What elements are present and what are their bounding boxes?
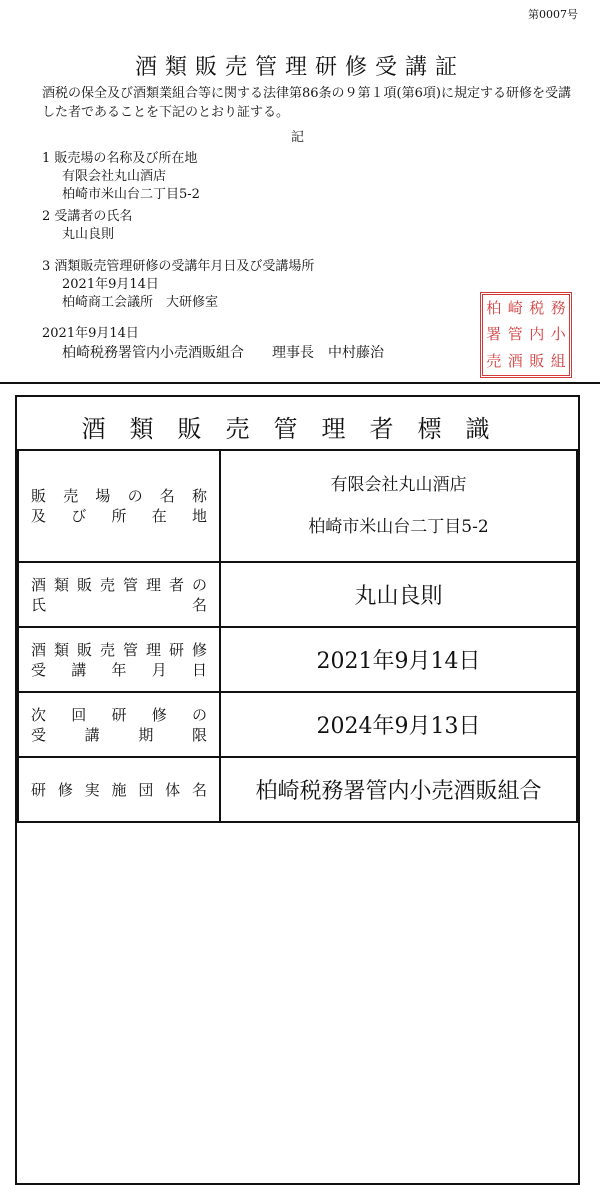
row-value: 丸山良則 bbox=[220, 562, 577, 627]
item-line: 柏崎市米山台二丁目5-2 bbox=[62, 187, 200, 202]
seal-char: 務 bbox=[550, 298, 566, 317]
sign-frame bbox=[15, 395, 580, 1185]
label-line: 研修実施団体名 bbox=[31, 780, 207, 799]
item-heading: 3 酒類販売管理研修の受講年月日及び受講場所 bbox=[42, 259, 315, 274]
label-line: 受講年月日 bbox=[31, 660, 207, 679]
row-label bbox=[18, 757, 220, 822]
value-line: 柏崎市米山台二丁目5-2 bbox=[308, 517, 489, 537]
seal-char: 税 bbox=[529, 298, 545, 317]
issue-date: 2021年9月14日 bbox=[42, 326, 139, 341]
label-line: 及び所在地 bbox=[31, 507, 207, 525]
label-line: 受講期限 bbox=[31, 725, 207, 744]
certificate-ki: 記 bbox=[291, 130, 305, 145]
certificate-intro: 酒税の保全及び酒類業組合等に関する法律第86条の９第１項(第6項)に規定する研修を受講した者であることを下記のとおり証する。 bbox=[42, 86, 571, 120]
table-row bbox=[18, 627, 577, 692]
row-label bbox=[18, 562, 220, 627]
row-label bbox=[18, 692, 220, 757]
seal-char: 売 bbox=[486, 352, 502, 371]
certificate-title: 酒類販売管理研修受講証 bbox=[134, 55, 465, 80]
table-row bbox=[18, 562, 577, 627]
item-3 bbox=[42, 258, 314, 312]
table-row bbox=[18, 450, 577, 562]
sign-table bbox=[17, 449, 578, 823]
seal-char: 組 bbox=[550, 352, 566, 371]
row-label bbox=[18, 450, 220, 562]
label-line: 次回研修の bbox=[31, 705, 207, 724]
issuer: 柏崎税務署管内小売酒販組合 理事長 中村藤治 bbox=[62, 345, 384, 361]
row-value: 柏崎税務署管内小売酒販組合 bbox=[220, 757, 577, 822]
table-row bbox=[18, 692, 577, 757]
table-row bbox=[18, 757, 577, 822]
row-value bbox=[220, 450, 577, 562]
item-2 bbox=[42, 208, 132, 244]
item-heading: 2 受講者の氏名 bbox=[42, 209, 133, 224]
seal-char: 管 bbox=[507, 325, 523, 344]
seal-char: 酒 bbox=[507, 352, 523, 371]
item-line: 2021年9月14日 bbox=[62, 277, 159, 292]
seal-char: 内 bbox=[529, 325, 545, 344]
sign-title: 酒類販売管理者標識 bbox=[81, 415, 514, 443]
item-heading: 1 販売場の名称及び所在地 bbox=[42, 151, 198, 166]
seal-char: 柏 bbox=[486, 298, 502, 317]
label-line: 酒類販売管理研修 bbox=[31, 640, 207, 659]
seal-char: 小 bbox=[550, 325, 566, 344]
label-line: 酒類販売管理者の bbox=[31, 575, 207, 594]
certificate-number: 第0007号 bbox=[528, 8, 578, 21]
item-line: 柏崎商工会議所 大研修室 bbox=[62, 295, 219, 310]
label-line: 氏名 bbox=[31, 595, 207, 614]
value-line: 有限会社丸山酒店 bbox=[330, 475, 467, 495]
label-line: 販売場の名称 bbox=[31, 487, 207, 505]
seal-char: 崎 bbox=[507, 298, 523, 317]
item-line: 有限会社丸山酒店 bbox=[62, 169, 167, 184]
sign-board bbox=[0, 382, 600, 874]
seal-char: 署 bbox=[486, 325, 502, 344]
seal-stamp bbox=[480, 292, 572, 378]
row-label bbox=[18, 627, 220, 692]
item-line: 丸山良則 bbox=[62, 227, 115, 242]
row-value: 2021年9月14日 bbox=[220, 627, 577, 692]
row-value: 2024年9月13日 bbox=[220, 692, 577, 757]
seal-char: 販 bbox=[529, 352, 545, 371]
item-1 bbox=[42, 150, 200, 204]
